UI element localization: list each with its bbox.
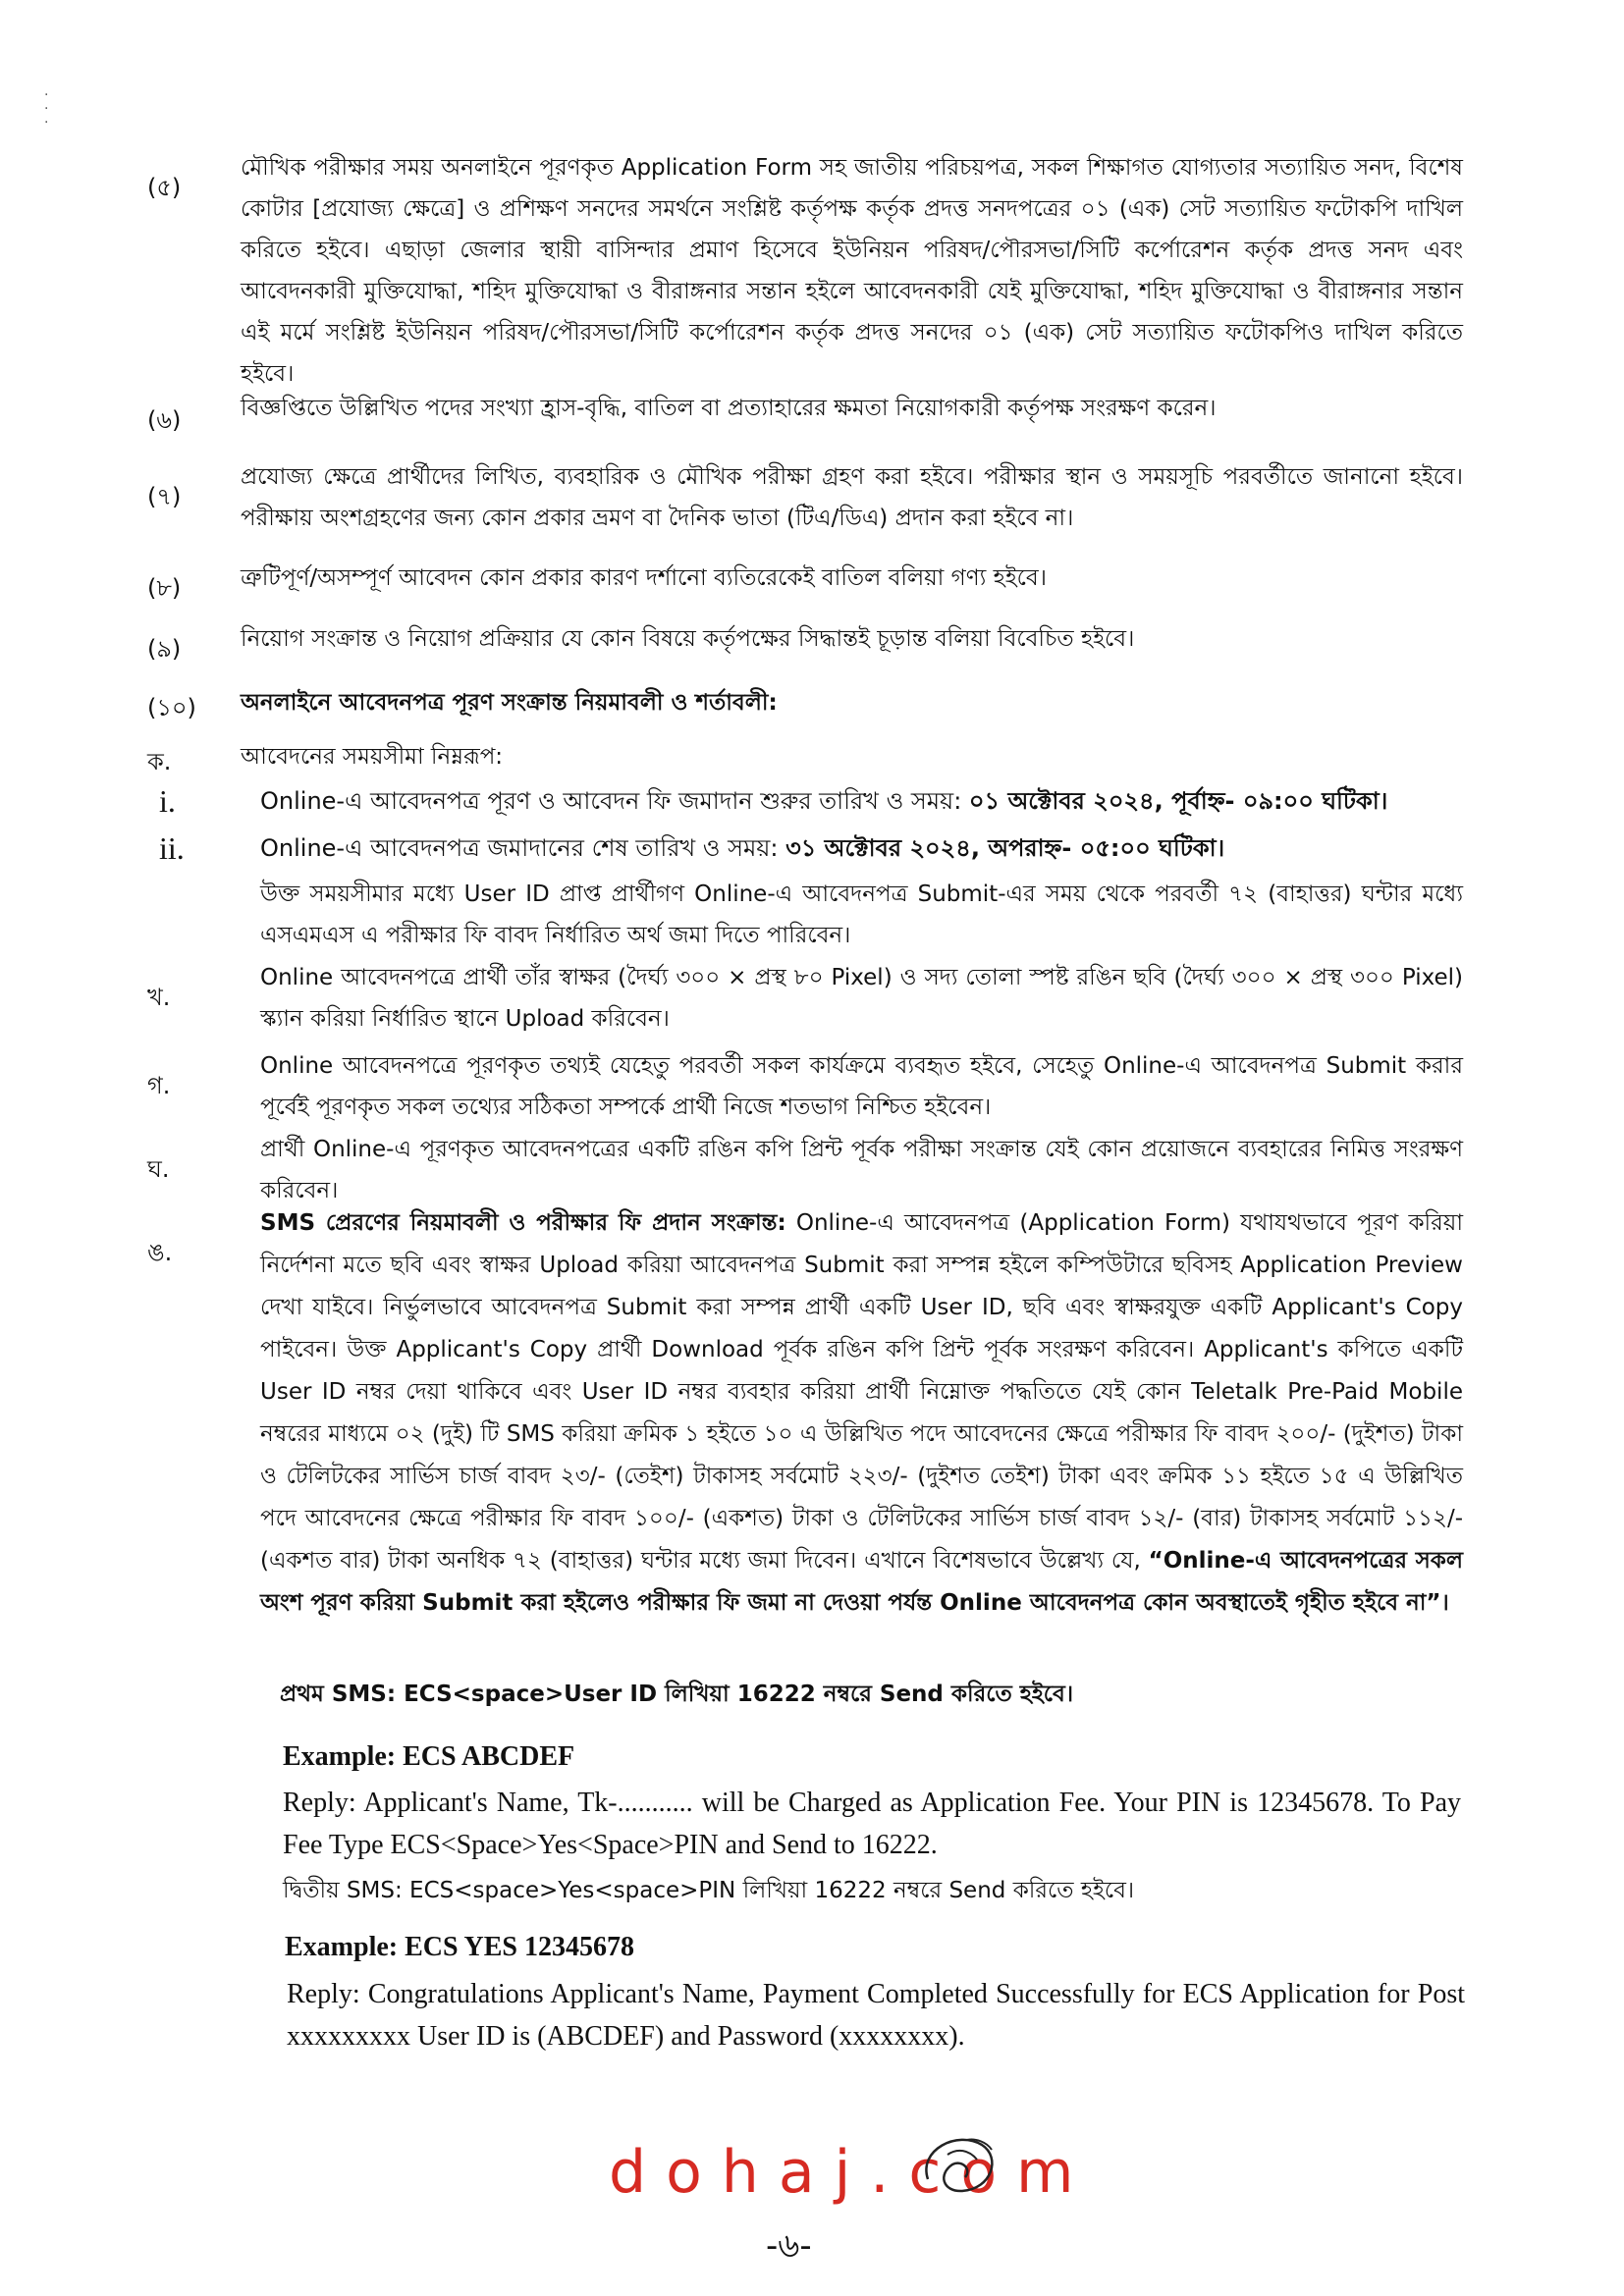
item-number: ক. — [147, 748, 172, 775]
item-number: (১০) — [147, 694, 196, 721]
schedule-date: ০১ অক্টোবর ২০২৪, পূর্বাহ্ন- ০৯:০০ ঘটিকা। — [968, 787, 1388, 815]
item-number: (৬) — [147, 406, 182, 434]
page-number: -৬- — [766, 2226, 812, 2266]
sms-second-instruction: দ্বিতীয় SMS: ECS<space>Yes<space>PIN লিখিয়া 16222 নম্বরে Send করিতে হইবে। — [283, 1878, 1135, 1903]
example-heading: Example: ECS YES 12345678 — [285, 1932, 635, 1962]
schedule-label: Online-এ আবেদনপত্র পূরণ ও আবেদন ফি জমাদান শুরুর তারিখ ও সময়: — [260, 787, 969, 815]
reply-text: Reply: Congratulations Applicant's Name, Payment Completed Successfully for ECS Application for Post xxxxxxxxx User ID is (ABCDEF) and Password (xxxxxxxx). — [287, 1979, 1465, 2052]
item-number: ii. — [159, 830, 185, 866]
item-text: বিজ্ঞপ্তিতে উল্লিখিত পদের সংখ্যা হ্রাস-বৃদ্ধি, বাতিল বা প্রত্যাহারের ক্ষমতা নিয়োগকারী কর্তৃপক্ষ সংরক্ষণ করেন। — [241, 396, 1217, 421]
schedule-label: Online-এ আবেদনপত্র জমাদানের শেষ তারিখ ও সময়: — [260, 834, 786, 862]
item-number: খ. — [147, 984, 171, 1011]
schedule-date: ৩১ অক্টোবর ২০২৪, অপরাহ্ন- ০৫:০০ ঘটিকা। — [785, 834, 1225, 862]
item-text — [260, 780, 1463, 822]
item-number: ঘ. — [147, 1155, 170, 1183]
item-text: প্রার্থী Online-এ পূরণকৃত আবেদনপত্রের একটি রঙিন কপি প্রিন্ট পূর্বক পরীক্ষা সংক্রান্ত যেই কোন প্রয়োজনে ব্যবহারের নিমিত্ত সংরক্ষণ করিবেন। — [260, 1137, 1463, 1203]
watermark-text: dohaj.com — [609, 2138, 1094, 2207]
sms-first-instruction: প্রথম SMS: ECS<space>User ID লিখিয়া 16222 নম্বরে Send করিতে হইবে। — [280, 1682, 1074, 1707]
reply-text: Reply: Applicant's Name, Tk-........... will be Charged as Application Fee. Your PIN is 12345678. To Pay Fee Type ECS<Space>Yes<Space>PIN and Send to 16222. — [283, 1788, 1461, 1860]
signature-icon — [908, 2120, 1016, 2209]
example-heading: Example: ECS ABCDEF — [283, 1741, 575, 1772]
item-text: ত্রুটিপূর্ণ/অসম্পূর্ণ আবেদন কোন প্রকার কারণ দর্শানো ব্যতিরেকেই বাতিল বলিয়া গণ্য হইবে। — [241, 565, 1047, 591]
section-heading: অনলাইনে আবেদনপত্র পূরণ সংক্রান্ত নিয়মাবলী ও শর্তাবলী: — [241, 690, 778, 716]
item-text: মৌখিক পরীক্ষার সময় অনলাইনে পূরণকৃত Application Form সহ জাতীয় পরিচয়পত্র, সকল শিক্ষাগত যোগ্যতার সত্যায়িত সনদ, বিশেষ কোটার [প্রযোজ্য ক্ষেত্রে] ও প্রশিক্ষণ সনদের সমর্থনে সংশ্লিষ্ট কর্তৃপক্ষ কর্তৃক প্রদত্ত সনদপত্রের ০১ (এক) সেট সত্যায়িত ফটোকপি দাখিল করিতে হইবে। এছাড়া জেলার স্থায়ী বাসিন্দার প্রমাণ হিসেবে ইউনিয়ন পরিষদ/পৌরসভা/সিটি কর্পোরেশন কর্তৃক প্রদত্ত সনদ এবং আবেদনকারী মুক্তিযোদ্ধা, শহিদ মুক্তিযোদ্ধা ও বীরাঙ্গনার সন্তান হইলে আবেদনকারী যেই মুক্তিযোদ্ধা, শহিদ মুক্তিযোদ্ধা ও বীরাঙ্গনার সন্তান এই মর্মে সংশ্লিষ্ট ইউনিয়ন পরিষদ/পৌরসভা/সিটি কর্পোরেশন কর্তৃক প্রদত্ত সনদের ০১ (এক) সেট সত্যায়িত ফটোকপিও দাখিল করিতে হইবে। — [241, 155, 1463, 387]
item-text: Online আবেদনপত্রে প্রার্থী তাঁর স্বাক্ষর (দৈর্ঘ্য ৩০০ × প্রস্থ ৮০ Pixel) ও সদ্য তোলা স্পষ্ট রঙিন ছবি (দৈর্ঘ্য ৩০০ × প্রস্থ ৩০০ Pixel) স্ক্যান করিয়া নির্ধারিত স্থানে Upload করিবেন। — [260, 965, 1463, 1032]
item-text: নিয়োগ সংক্রান্ত ও নিয়োগ প্রক্রিয়ার যে কোন বিষয়ে কর্তৃপক্ষের সিদ্ধান্তই চূড়ান্ত বলিয়া বিবেচিত হইবে। — [241, 626, 1135, 652]
item-number: (৯) — [147, 635, 182, 663]
item-text — [260, 1202, 1463, 1625]
item-text: উক্ত সময়সীমার মধ্যে User ID প্রাপ্ত প্রার্থীগণ Online-এ আবেদনপত্র Submit-এর সময় থেকে পরবর্তী ৭২ (বাহাত্তর) ঘন্টার মধ্যে এসএমএস এ পরীক্ষার ফি বাবদ নির্ধারিত অর্থ জমা দিতে পারিবেন। — [260, 881, 1463, 948]
sms-rules-body: Online-এ আবেদনপত্র (Application Form) যথাযথভাবে পূরণ করিয়া নির্দেশনা মতে ছবি এবং স্বাক্ষর Upload করিয়া আবেদনপত্র Submit করা সম্পন্ন হইলে কম্পিউটারে ছবিসহ Application Preview দেখা যাইবে। নির্ভুলভাবে আবেদনপত্র Submit করা সম্পন্ন প্রার্থী একটি User ID, ছবি এবং স্বাক্ষরযুক্ত একটি Applicant's Copy পাইবেন। উক্ত Applicant's Copy প্রার্থী Download পূর্বক রঙিন কপি প্রিন্ট পূর্বক সংরক্ষণ করিবেন। Applicant's কপিতে একটি User ID নম্বর দেয়া থাকিবে এবং User ID নম্বর ব্যবহার করিয়া প্রার্থী নিম্নোক্ত পদ্ধতিতে যেই কোন Teletalk Pre-Paid Mobile নম্বরের মাধ্যমে ০২ (দুই) টি SMS করিয়া ক্রমিক ১ হইতে ১০ এ উল্লিখিত পদে আবেদনের ক্ষেত্রে পরীক্ষার ফি বাবদ ২০০/- (দুইশত) টাকা ও টেলিটকের সার্ভিস চার্জ বাবদ ২৩/- (তেইশ) টাকাসহ সর্বমোট ২২৩/- (দুইশত তেইশ) টাকা এবং ক্রমিক ১১ হইতে ১৫ এ উল্লিখিত পদে আবেদনের ক্ষেত্রে পরীক্ষার ফি বাবদ ১০০/- (একশত) টাকা ও টেলিটকের সার্ভিস চার্জ বাবদ ১২/- (বার) টাকাসহ সর্বমোট ১১২/- (একশত বার) টাকা অনধিক ৭২ (বাহাত্তর) ঘন্টার মধ্যে জমা দিবেন। এখানে বিশেষভাবে উল্লেখ্য যে, — [260, 1210, 1463, 1574]
item-text: প্রযোজ্য ক্ষেত্রে প্রার্থীদের লিখিত, ব্যবহারিক ও মৌখিক পরীক্ষা গ্রহণ করা হইবে। পরীক্ষার স্থান ও সময়সূচি পরবর্তীতে জানানো হইবে। পরীক্ষায় অংশগ্রহণের জন্য কোন প্রকার ভ্রমণ বা দৈনিক ভাতা (টিএ/ডিএ) প্রদান করা হইবে না। — [241, 464, 1463, 531]
item-text: আবেদনের সময়সীমা নিম্নরূপ: — [241, 744, 504, 770]
item-number: ঙ. — [147, 1239, 173, 1266]
item-number: গ. — [147, 1072, 171, 1099]
item-number: (৮) — [147, 574, 182, 602]
item-number: (৭) — [147, 483, 182, 510]
item-text: Online আবেদনপত্রে পূরণকৃত তথ্যই যেহেতু পরবর্তী সকল কার্যক্রমে ব্যবহৃত হইবে, সেহেতু Online-এ আবেদনপত্র Submit করার পূর্বেই পূরণকৃত সকল তথ্যের সঠিকতা সম্পর্কে প্রার্থী নিজে শতভাগ নিশ্চিত হইবেন। — [260, 1053, 1463, 1120]
sms-rules-heading: SMS প্রেরণের নিয়মাবলী ও পরীক্ষার ফি প্রদান সংক্রান্ত: — [260, 1210, 786, 1236]
item-text — [260, 828, 1463, 869]
item-number: i. — [159, 783, 176, 819]
scan-marks: · · · — [44, 87, 49, 131]
item-number: (৫) — [147, 174, 182, 201]
sms-rules-warning: “Online-এ আবেদনপত্রের সকল অংশ পূরণ করিয়া Submit করা হইলেও পরীক্ষার ফি জমা না দেওয়া পর্যন্ত Online আবেদনপত্র কোন অবস্থাতেই গৃহীত হইবে না”। — [260, 1548, 1463, 1616]
